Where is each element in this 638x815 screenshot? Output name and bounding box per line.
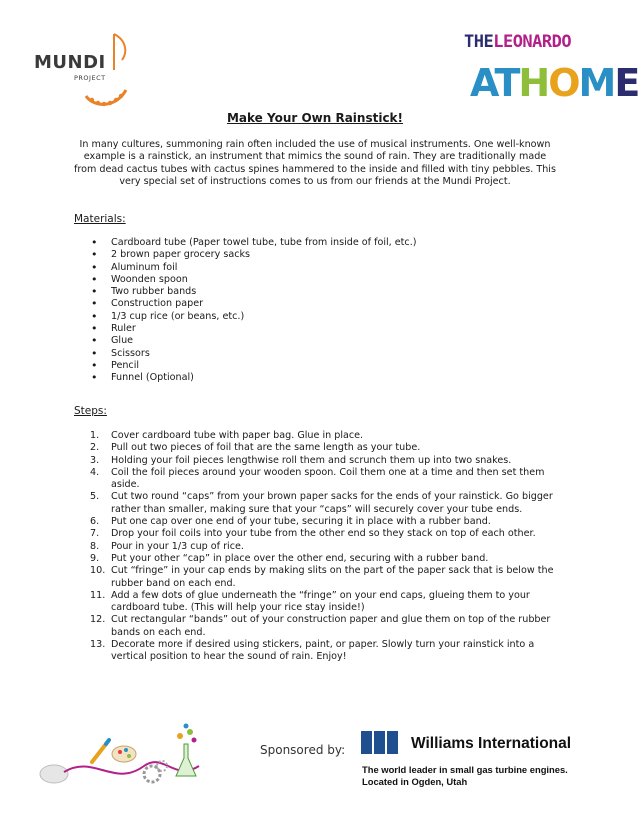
step-text: Holding your foil pieces lengthwise roll them and scrunch them up into two snakes. bbox=[111, 454, 512, 466]
step-number: 12. bbox=[90, 614, 106, 626]
step-number: 8. bbox=[90, 540, 100, 552]
step-text: Pour in your 1/3 cup of rice. bbox=[111, 540, 244, 552]
step-text: Put one cap over one end of your tube, securing it in place with a rubber band. bbox=[111, 516, 491, 528]
home-letter: T bbox=[494, 61, 519, 105]
home-letter: A bbox=[470, 61, 495, 105]
sponsor-name: Williams International bbox=[411, 735, 572, 752]
step-number: 1. bbox=[90, 430, 100, 441]
step-number: 2. bbox=[90, 442, 100, 454]
step-text: Pull out two pieces of foil that are the same length as your tube. bbox=[111, 442, 421, 454]
step-item bbox=[74, 541, 564, 553]
material-item: • Construction paper bbox=[74, 298, 417, 310]
step-text: Cut “fringe” in your cap ends by making slits on the part of the paper sack that is below the rubber band on each end. bbox=[111, 565, 554, 589]
material-item: • Glue bbox=[74, 335, 417, 347]
leonardo-at-home-logo bbox=[464, 28, 638, 112]
home-letter: E bbox=[614, 61, 638, 105]
step-number: 10. bbox=[90, 565, 106, 577]
step-item bbox=[74, 590, 564, 615]
step-text: Put your other “cap” in place over the other end, securing with a rubber band. bbox=[111, 552, 489, 564]
step-number: 13. bbox=[90, 639, 106, 651]
home-letter: H bbox=[518, 61, 549, 105]
material-item: • Scissors bbox=[74, 348, 417, 360]
materials-list bbox=[74, 237, 417, 385]
material-item: • 2 brown paper grocery sacks bbox=[74, 249, 417, 261]
home-letter: O bbox=[548, 61, 579, 105]
step-item bbox=[74, 467, 564, 492]
science-doodle-icon bbox=[34, 722, 244, 792]
step-item bbox=[74, 491, 564, 516]
mundi-project-logo bbox=[34, 30, 134, 112]
materials-heading: Materials: bbox=[74, 213, 126, 225]
step-item bbox=[74, 528, 564, 540]
mundi-wordmark: MUNDI bbox=[34, 52, 106, 73]
step-item bbox=[74, 565, 564, 590]
material-item: • Pencil bbox=[74, 360, 417, 372]
sponsor-tagline-line: Located in Ogden, Utah bbox=[362, 776, 468, 787]
leonardo-the: THE bbox=[464, 32, 494, 52]
material-item: • Cardboard tube (Paper towel tube, tube from inside of foil, etc.) bbox=[74, 237, 417, 249]
material-item: • Funnel (Optional) bbox=[74, 372, 417, 384]
step-number: 6. bbox=[90, 516, 100, 528]
step-number: 3. bbox=[90, 454, 100, 466]
step-number: 9. bbox=[90, 552, 100, 564]
step-text: Cover cardboard tube with paper bag. Glue in place. bbox=[111, 430, 364, 441]
sponsored-by-label: Sponsored by: bbox=[260, 743, 346, 757]
sponsor-tagline bbox=[362, 764, 568, 788]
step-text: Drop your foil coils into your tube from the other end so they stack on top of each other. bbox=[111, 528, 536, 540]
material-item: • Two rubber bands bbox=[74, 286, 417, 298]
material-item: • Aluminum foil bbox=[74, 262, 417, 274]
step-item bbox=[74, 516, 564, 528]
steps-list bbox=[74, 430, 564, 664]
step-number: 7. bbox=[90, 528, 100, 540]
intro-paragraph: In many cultures, summoning rain often included the use of musical instruments. One well-known example is a rainstick, an instrument that mimics the sound of rain. They are traditionally made from dead cactus tubes with cactus spines hammered to the inside and filled with tiny pebbles. This very special set of instructions comes to us from our friends at the Mundi Project. bbox=[74, 139, 556, 188]
step-item bbox=[74, 442, 564, 454]
step-number: 4. bbox=[90, 466, 100, 478]
step-text: Cut two round “caps” from your brown paper sacks for the ends of your rainstick. Go bigger rather than smaller, making sure that your “caps” will securely cover your tube ends. bbox=[111, 491, 553, 515]
material-item: • 1/3 cup rice (or beans, etc.) bbox=[74, 311, 417, 323]
step-text: Add a few dots of glue underneath the “fringe” on your end caps, glueing them to your cardboard tube. (This will help your rice stay inside!) bbox=[111, 589, 530, 614]
step-number: 11. bbox=[90, 589, 106, 601]
home-letter: M bbox=[578, 61, 615, 105]
step-item bbox=[74, 614, 564, 639]
page-title: Make Your Own Rainstick! bbox=[226, 111, 404, 125]
sponsor-tagline-line: The world leader in small gas turbine engines. bbox=[362, 764, 568, 775]
leonardo-wordmark bbox=[464, 32, 571, 52]
step-text: Decorate more if desired using stickers, paint, or paper. Slowly turn your rainstick into a vertical position to hear the sound of rain. Enjoy! bbox=[111, 639, 535, 663]
material-item: • Ruler bbox=[74, 323, 417, 335]
step-item bbox=[74, 430, 564, 442]
steps-heading: Steps: bbox=[74, 405, 107, 417]
step-item bbox=[74, 639, 564, 664]
step-text: Cut rectangular “bands” out of your construction paper and glue them on top of the rubber bands on each end. bbox=[111, 614, 551, 638]
step-number: 5. bbox=[90, 491, 100, 503]
step-item bbox=[74, 553, 564, 565]
step-text: Coil the foil pieces around your wooden spoon. Coil them one at a time and then set them aside. bbox=[111, 466, 545, 491]
step-item bbox=[74, 455, 564, 467]
material-item: • Woonden spoon bbox=[74, 274, 417, 286]
williams-logo-icon bbox=[361, 731, 398, 754]
at-home-wordmark bbox=[470, 61, 638, 105]
leonardo-name: LEONARDO bbox=[493, 32, 572, 52]
mundi-subtitle: PROJECT bbox=[74, 74, 106, 82]
